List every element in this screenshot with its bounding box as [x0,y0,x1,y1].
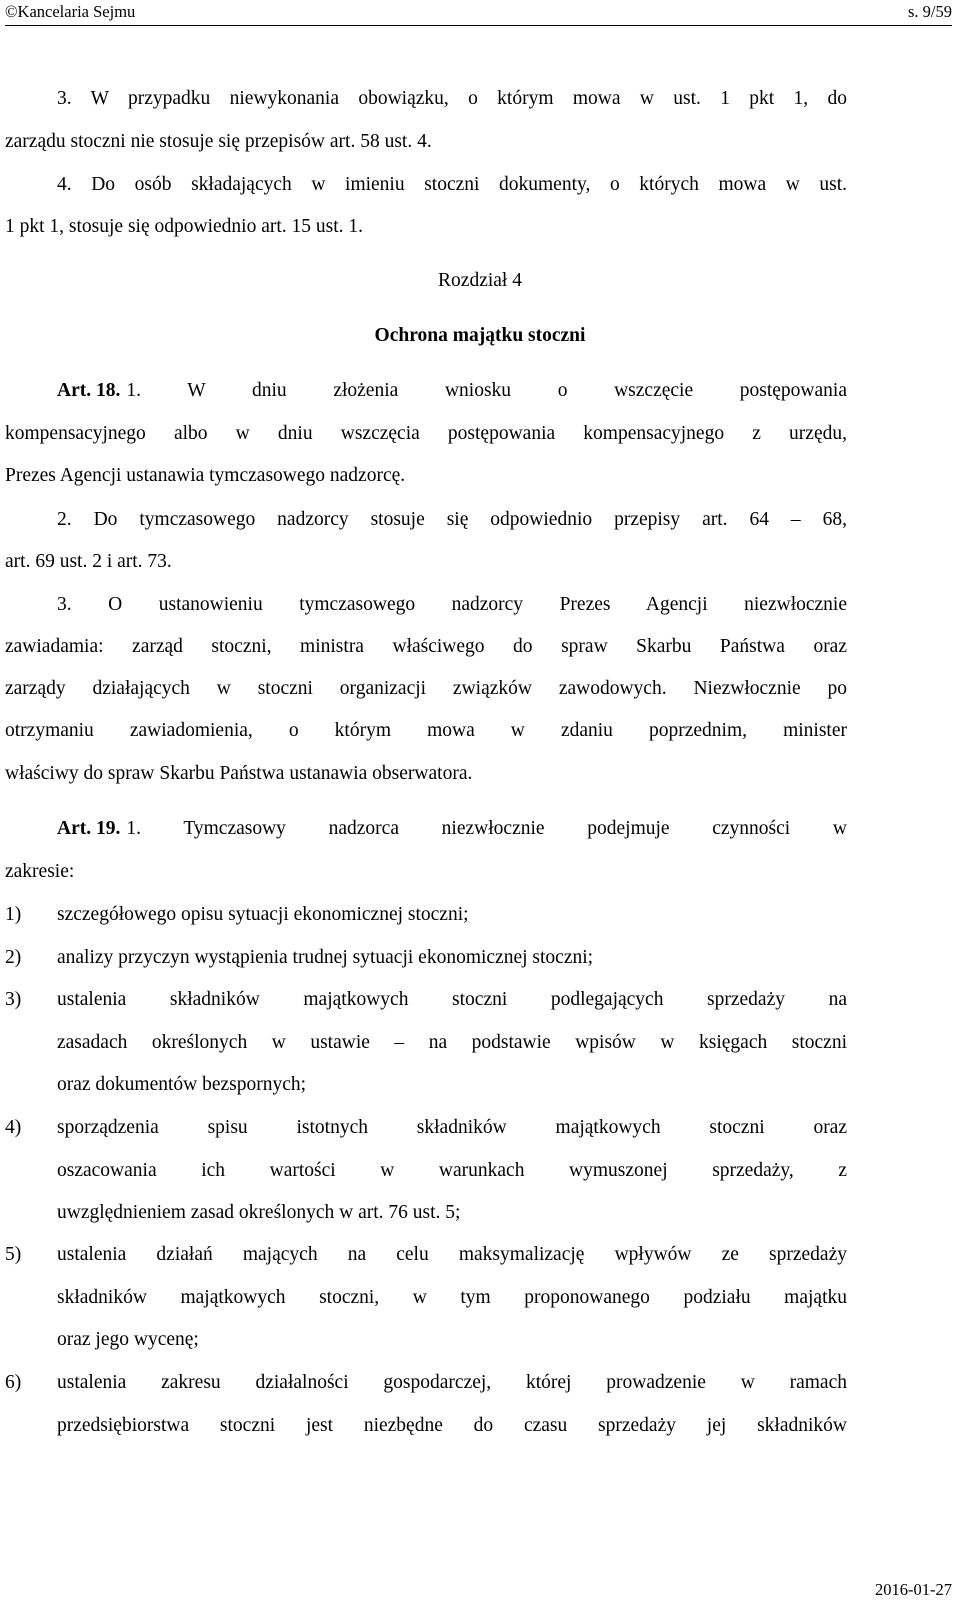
article-18-u3-line-1: 3. O ustanowieniu tymczasowego nadzorcy Prezes Agencji niezwłocznie [57,594,847,615]
article-18-u3-line-3: zarządy działających w stoczni organizacji związków zawodowych. Niezwłocznie po [5,678,847,699]
article-19-label: Art. 19. [57,818,121,839]
list-item-3-line-2: zasadach określonych w ustawie – na podstawie wpisów w księgach stoczni [57,1032,847,1053]
article-19-intro-line-1: 1. Tymczasowy nadzorca niezwłocznie podejmuje czynności w [126,818,847,839]
article-18-heading-line [57,380,847,402]
chapter-title: Ochrona majątku stoczni [374,325,586,346]
article-18-u3-line-5: właściwy do spraw Skarbu Państwa ustanawia obserwatora. [5,763,473,784]
paragraph-4-line-1: 4. Do osób składających w imieniu stoczni dokumenty, o których mowa w ust. [57,174,847,195]
header-divider [5,25,952,26]
header-source: ©Kancelaria Sejmu [5,2,136,21]
list-item-2-line-1: analizy przyczyn wystąpienia trudnej sytuacji ekonomicznej stoczni; [57,947,594,968]
article-18-u3-line-4: otrzymaniu zawiadomienia, o którym mowa w zdaniu poprzednim, minister [5,720,847,741]
article-18-u3-line-2: zawiadamia: zarząd stoczni, ministra właściwego do spraw Skarbu Państwa oraz [5,636,847,657]
list-item-number: 1) [5,904,22,925]
list-item-4-line-2: oszacowania ich wartości w warunkach wymuszonej sprzedaży, z [57,1160,847,1181]
list-item-number: 6) [5,1372,22,1393]
list-item-number: 3) [5,989,22,1010]
paragraph-4-line-2: 1 pkt 1, stosuje się odpowiednio art. 15 ust. 1. [5,216,364,237]
list-item-3-line-3: oraz dokumentów bezspornych; [57,1074,307,1095]
paragraph-3-line-2: zarządu stoczni nie stosuje się przepisów art. 58 ust. 4. [5,131,432,152]
list-item-5-line-1: ustalenia działań mających na celu maksymalizację wpływów ze sprzedaży [57,1244,847,1265]
list-item-5-line-3: oraz jego wycenę; [57,1329,199,1350]
article-19-heading-line [57,818,847,840]
list-item-3-line-1: ustalenia składników majątkowych stoczni podlegających sprzedaży na [57,989,847,1010]
list-item-1-line-1: szczegółowego opisu sytuacji ekonomicznej stoczni; [57,904,469,925]
paragraph-3-line-1: 3. W przypadku niewykonania obowiązku, o którym mowa w ust. 1 pkt 1, do [57,88,847,109]
article-18-label: Art. 18. [57,380,121,401]
list-item-number: 5) [5,1244,22,1265]
list-item-6-line-1: ustalenia zakresu działalności gospodarczej, której prowadzenie w ramach [57,1372,847,1393]
list-item-number: 2) [5,947,22,968]
list-item-number: 4) [5,1117,22,1138]
list-item-6-line-2: przedsiębiorstwa stoczni jest niezbędne do czasu sprzedaży jej składników [57,1415,847,1436]
article-18-u2-line-2: art. 69 ust. 2 i art. 73. [5,551,172,572]
article-18-u1-line-2: kompensacyjnego albo w dniu wszczęcia postępowania kompensacyjnego z urzędu, [5,423,847,444]
article-19-intro-line-2: zakresie: [5,861,75,882]
footer-date: 2016-01-27 [875,1580,952,1599]
header-page-number: s. 9/59 [907,2,952,21]
article-18-u2-line-1: 2. Do tymczasowego nadzorcy stosuje się odpowiednio przepisy art. 64 – 68, [57,509,847,530]
chapter-number: Rozdział 4 [438,270,522,291]
list-item-5-line-2: składników majątkowych stoczni, w tym proponowanego podziału majątku [57,1287,847,1308]
list-item-4-line-1: sporządzenia spisu istotnych składników majątkowych stoczni oraz [57,1117,847,1138]
list-item-4-line-3: uwzględnieniem zasad określonych w art. 76 ust. 5; [57,1202,461,1223]
article-18-u1-line-3: Prezes Agencji ustanawia tymczasowego nadzorcę. [5,465,406,486]
article-18-u1-line-1: 1. W dniu złożenia wniosku o wszczęcie postępowania [126,380,847,401]
